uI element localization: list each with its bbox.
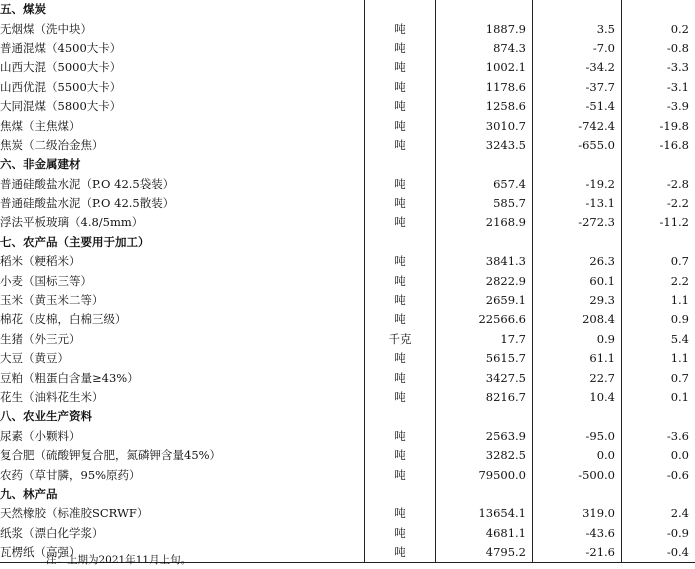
change-cell-empty [533,233,622,252]
percent-change: 1.1 [670,293,689,308]
percent-cell-empty [622,155,695,174]
product-name: 稻米（粳稻米） [0,254,81,269]
percent-change: 0.7 [670,254,689,269]
percent-change: -0.4 [622,543,695,563]
percent-cell-empty [622,407,695,426]
price-change: 319.0 [533,504,622,523]
percent-change: 1.1 [670,351,689,366]
price-change: -272.3 [533,213,622,232]
unit-cell-empty [365,407,436,426]
unit: 吨 [365,19,436,38]
unit: 吨 [365,368,436,387]
table-row [0,78,695,97]
table-row [0,310,695,329]
change-cell-empty [533,407,622,426]
price: 22566.6 [436,310,533,329]
product-name: 瓦楞纸（高强） [0,543,365,563]
price: 3243.5 [436,136,533,155]
price: 5615.7 [436,349,533,368]
product-name: 生猪（外三元） [0,331,81,346]
product-name: 玉米（黄玉米二等） [0,293,104,308]
product-name: 普通混煤（4500大卡） [0,40,122,55]
price: 17.7 [436,330,533,349]
product-name: 花生（油料花生米） [0,390,104,404]
section-header-row [0,233,695,252]
price-change: -500.0 [533,465,622,484]
footnote: 注：上期为2021年11月上旬。 [46,554,192,566]
percent-change: -0.9 [666,525,689,540]
price-change: 26.3 [533,252,622,271]
price-change: 3.5 [533,19,622,38]
unit: 吨 [365,175,436,194]
unit: 吨 [365,39,436,58]
price-cell-empty [436,485,533,504]
table-row [0,116,695,135]
section-header-row [0,155,695,174]
product-name: 大豆（黄豆） [0,351,69,366]
price: 2168.9 [436,213,533,232]
table-row [0,524,695,543]
product-name: 山西大混（5000大卡） [0,60,122,75]
unit: 吨 [365,291,436,310]
price: 4795.2 [436,543,533,563]
product-name: 焦煤（主焦煤） [0,118,81,133]
price: 3841.3 [436,252,533,271]
table-row [0,388,695,407]
product-name: 农药（草甘膦，95%原药） [0,467,141,482]
price-cell-empty [436,0,533,19]
price: 657.4 [436,175,533,194]
price-change: 0.0 [533,446,622,465]
product-name: 浮法平板玻璃（4.8/5mm） [0,215,144,230]
percent-change: -3.6 [666,428,689,443]
price-cell-empty [436,407,533,426]
price: 2659.1 [436,291,533,310]
unit-cell-empty [365,233,436,252]
section-header-row [0,0,695,19]
table-row [0,39,695,58]
price: 4681.1 [436,524,533,543]
change-cell-empty [533,155,622,174]
product-name: 山西优混（5500大卡） [0,79,122,94]
table-row [0,349,695,368]
price: 1178.6 [436,78,533,97]
table-row [0,175,695,194]
change-cell-empty [533,485,622,504]
price: 3427.5 [436,368,533,387]
table-row [0,19,695,38]
percent-change: -2.8 [666,176,689,191]
unit: 吨 [365,136,436,155]
section-title: 五、煤炭 [0,2,46,17]
percent-change: -11.2 [659,215,689,230]
price-change: -51.4 [533,97,622,116]
unit-cell-empty [365,155,436,174]
price-change: 0.9 [533,330,622,349]
price-change: -37.7 [533,78,622,97]
section-header-row [0,407,695,426]
unit: 吨 [365,427,436,446]
percent-change: -0.8 [666,40,689,55]
unit: 吨 [365,97,436,116]
product-name: 大同混煤（5800大卡） [0,99,122,114]
percent-change: -2.2 [666,196,689,211]
unit: 吨 [365,116,436,135]
section-header-row [0,485,695,504]
percent-change: 0.1 [670,390,689,404]
unit: 吨 [365,524,436,543]
unit: 吨 [365,310,436,329]
price-change: -19.2 [533,175,622,194]
price-change: 60.1 [533,271,622,290]
percent-change: -3.9 [666,99,689,114]
price: 3282.5 [436,446,533,465]
price: 3010.7 [436,116,533,135]
price-change: 29.3 [533,291,622,310]
price-change: -13.1 [533,194,622,213]
product-name: 小麦（国标三等） [0,273,92,288]
percent-change: 0.0 [670,448,689,463]
price: 2822.9 [436,271,533,290]
percent-cell-empty [622,0,695,19]
price-change: -21.6 [533,543,622,563]
price-change: -43.6 [533,524,622,543]
price: 79500.0 [436,465,533,484]
table-row [0,58,695,77]
table-row [0,446,695,465]
table-row [0,213,695,232]
product-name: 复合肥（硫酸钾复合肥，氮磷钾含量45%） [0,448,222,463]
percent-change: -3.3 [666,60,689,75]
product-name: 豆粕（粗蛋白含量≥43%） [0,370,139,385]
product-name: 焦炭（二级冶金焦） [0,137,104,152]
change-cell-empty [533,0,622,19]
price-change: -655.0 [533,136,622,155]
table-row [0,97,695,116]
unit: 吨 [365,446,436,465]
table-row [0,252,695,271]
price-cell-empty [436,233,533,252]
price-change: -742.4 [533,116,622,135]
percent-change: 0.2 [670,21,689,36]
product-name: 无烟煤（洗中块） [0,21,92,36]
percent-change: 0.9 [670,312,689,327]
price: 874.3 [436,39,533,58]
section-title: 七、农产品（主要用于加工） [0,234,150,249]
percent-change: -19.8 [659,118,689,133]
percent-change: -0.6 [666,467,689,482]
percent-cell-empty [622,485,695,504]
price: 2563.9 [436,427,533,446]
price: 585.7 [436,194,533,213]
price: 8216.7 [436,388,533,407]
price-change: -95.0 [533,427,622,446]
unit: 吨 [365,213,436,232]
price: 1002.1 [436,58,533,77]
table-row [0,291,695,310]
percent-change: 2.4 [670,506,689,521]
section-title: 六、非金属建材 [0,157,81,172]
price-change: 208.4 [533,310,622,329]
table-row [0,427,695,446]
unit: 吨 [365,194,436,213]
unit: 吨 [365,252,436,271]
unit: 吨 [365,465,436,484]
percent-change: 5.4 [670,331,689,346]
table-row [0,465,695,484]
product-name: 天然橡胶（标准胶SCRWF） [0,506,149,521]
unit: 吨 [365,78,436,97]
product-name: 纸浆（漂白化学浆） [0,525,104,540]
product-name: 普通硅酸盐水泥（P.O 42.5袋装） [0,176,175,191]
table-row [0,330,695,349]
table-row [0,271,695,290]
product-name: 棉花（皮棉，白棉三级） [0,312,127,327]
section-title: 八、农业生产资料 [0,409,92,424]
percent-change: 2.2 [670,273,689,288]
price-change: -7.0 [533,39,622,58]
unit: 吨 [365,504,436,523]
price: 1887.9 [436,19,533,38]
table-row [0,504,695,523]
percent-change: -3.1 [666,79,689,94]
percent-change: -16.8 [659,137,689,152]
price: 1258.6 [436,97,533,116]
unit: 吨 [365,388,436,407]
product-name: 尿素（小颗料） [0,428,81,443]
table-row [0,136,695,155]
percent-cell-empty [622,233,695,252]
table-row [0,368,695,387]
unit: 吨 [365,543,436,563]
table-row [0,194,695,213]
price-change: -34.2 [533,58,622,77]
price-change: 22.7 [533,368,622,387]
price-change: 10.4 [533,388,622,407]
price-change: 61.1 [533,349,622,368]
unit-cell-empty [365,485,436,504]
unit-cell-empty [365,0,436,19]
section-title: 九、林产品 [0,486,58,501]
price: 13654.1 [436,504,533,523]
unit: 吨 [365,271,436,290]
percent-change: 0.7 [670,370,689,385]
price-cell-empty [436,155,533,174]
unit: 吨 [365,349,436,368]
product-name: 普通硅酸盐水泥（P.O 42.5散装） [0,196,175,211]
unit: 吨 [365,58,436,77]
unit: 千克 [365,330,436,349]
